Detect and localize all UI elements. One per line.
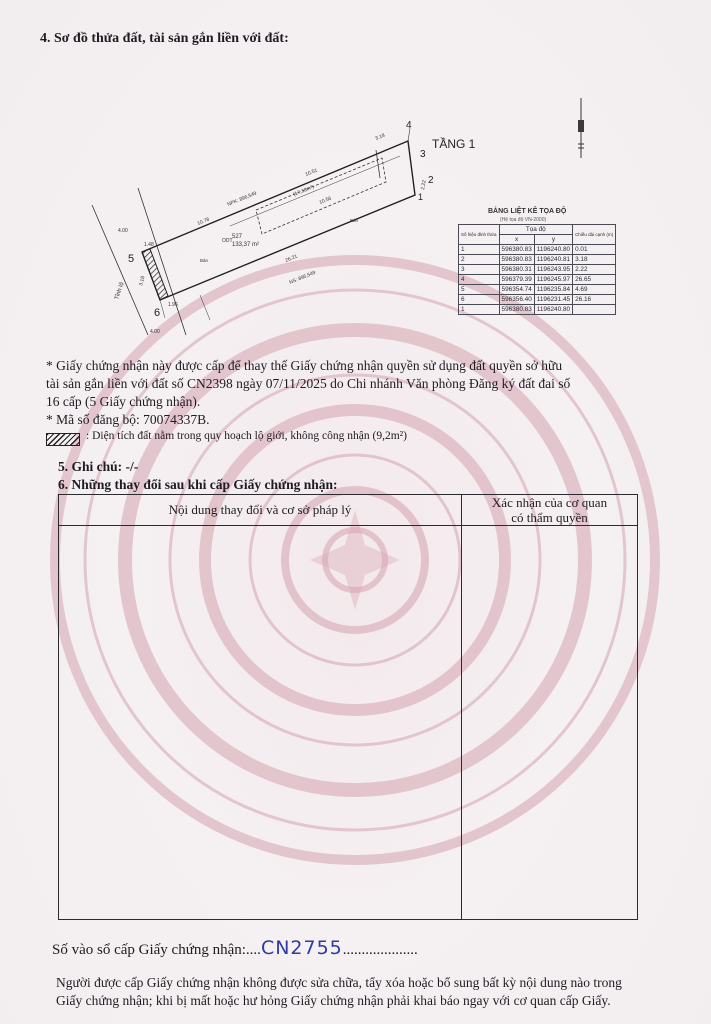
coord-cell: 1196243.95 <box>534 265 572 275</box>
coord-cell: 6 <box>459 295 500 305</box>
vertex-label: 5 <box>128 253 135 265</box>
changes-confirmation-cell <box>462 526 638 920</box>
coord-cell: 26.16 <box>573 295 616 305</box>
registry-number-line <box>52 937 418 959</box>
footer-line1: Người được cấp Giấy chứng nhận không được sửa chữa, tẩy xóa hoặc bổ sung bất kỳ nội dung nào trong <box>56 975 622 990</box>
coord-cell: 1196245.97 <box>534 275 572 285</box>
coord-header: x <box>499 235 534 245</box>
coord-cell: 596380.83 <box>499 305 534 315</box>
svg-text:133,37 m²: 133,37 m² <box>232 242 260 248</box>
svg-text:3.18: 3.18 <box>138 275 147 287</box>
svg-text:NPK: 896,549: NPK: 896,549 <box>226 190 258 208</box>
changes-col-confirmation-line1: Xác nhận của cơ quan <box>491 495 608 510</box>
coord-cell: 1196235.84 <box>534 285 572 295</box>
coord-row <box>459 275 616 285</box>
svg-text:4.00: 4.00 <box>118 228 128 234</box>
vertex-label: 4 <box>406 120 412 131</box>
coord-row <box>459 285 616 295</box>
replacement-note-line1: * Giấy chứng nhận này được cấp để thay thế Giấy chứng nhận quyền sử dụng đất quyền sở hữu <box>46 358 563 373</box>
changes-col-content: Nội dung thay đổi và cơ sở pháp lý <box>59 495 462 526</box>
svg-text:10.51: 10.51 <box>304 167 319 178</box>
coord-cell: 3 <box>459 265 500 275</box>
coord-cell <box>573 305 616 315</box>
svg-text:Bán: Bán <box>200 258 209 263</box>
setback-hatched-area <box>142 249 168 300</box>
coord-cell: 1 <box>459 245 500 255</box>
svg-text:3.18: 3.18 <box>374 132 386 142</box>
registry-label: Số vào sổ cấp Giấy chứng nhận:.... <box>52 942 261 958</box>
section-4-title: 4. Sơ đồ thửa đất, tài sản gắn liền với đất: <box>40 31 289 46</box>
coord-cell: 26.65 <box>573 275 616 285</box>
coord-cell: 2 <box>459 255 500 265</box>
vertex-label: 2 <box>428 175 434 186</box>
registry-code-note: * Mã số đăng bộ: 70074337B. <box>46 412 210 427</box>
coord-cell: 596354.74 <box>499 285 534 295</box>
floor-label: TẦNG 1 <box>432 137 476 151</box>
svg-text:Tỉnh lộ: Tỉnh lộ <box>114 281 126 301</box>
coord-cell: 4 <box>459 275 500 285</box>
coord-cell: 1196240.80 <box>534 245 572 255</box>
coord-row <box>459 295 616 305</box>
section-6-title: 6. Những thay đổi sau khi cấp Giấy chứng nhận: <box>58 477 338 492</box>
registry-dots: .................... <box>342 942 418 958</box>
coord-cell: 1196240.80 <box>534 305 572 315</box>
svg-text:ODT: ODT <box>222 238 233 244</box>
coord-cell: 2.22 <box>573 265 616 275</box>
registry-number: CN2755 <box>260 937 343 959</box>
svg-text:1.96: 1.96 <box>168 302 178 308</box>
svg-text:527: 527 <box>232 234 243 240</box>
coord-cell: 3.18 <box>573 255 616 265</box>
changes-col-confirmation-line2: có thẩm quyền <box>511 510 588 525</box>
coord-header: Tọa độ <box>499 225 573 235</box>
svg-text:26.21: 26.21 <box>284 253 299 264</box>
coord-table <box>458 224 616 315</box>
coord-header: y <box>534 235 572 245</box>
svg-text:10.56: 10.56 <box>318 195 333 206</box>
road-line <box>92 205 148 335</box>
vertex-label: 6 <box>154 307 161 319</box>
svg-text:4.00: 4.00 <box>150 329 160 335</box>
coord-cell: 1 <box>459 305 500 315</box>
coord-cell: 0.01 <box>573 245 616 255</box>
coord-cell: 596356.40 <box>499 295 534 305</box>
coord-cell: 596380.83 <box>499 245 534 255</box>
replacement-note-line3: 16 cấp (5 Giấy chứng nhận). <box>46 394 201 409</box>
coord-cell: 5 <box>459 285 500 295</box>
svg-text:1.48: 1.48 <box>144 242 154 248</box>
vertex-label: 1 <box>418 192 424 202</box>
coord-row <box>459 305 616 315</box>
section-5-title: 5. Ghi chú: -/- <box>58 459 139 474</box>
footer-warning <box>56 974 696 1010</box>
svg-text:10.78: 10.78 <box>196 216 211 227</box>
coord-header: Chiều dài cạnh (m) <box>573 225 616 245</box>
vertex-label: 3 <box>420 149 426 160</box>
coord-cell: 596380.83 <box>499 255 534 265</box>
changes-content-cell <box>59 526 462 920</box>
coord-table-title: BẢNG LIỆT KÊ TỌA ĐỘ <box>488 208 567 215</box>
coord-row <box>459 255 616 265</box>
north-arrow-icon <box>572 96 592 160</box>
coord-cell: 1196231.45 <box>534 295 572 305</box>
svg-text:2.22: 2.22 <box>420 179 428 191</box>
coord-row <box>459 245 616 255</box>
changes-table <box>58 494 638 920</box>
footer-line2: Giấy chứng nhận; khi bị mất hoặc hư hỏng Giấy chứng nhận phải khai báo ngay với cơ quan cấp Giấy. <box>56 993 611 1008</box>
coord-cell: 1196240.81 <box>534 255 572 265</box>
coord-table-subtitle: (Hệ tọa độ VN-2000) <box>500 217 547 223</box>
coord-header: Số hiệu đỉnh thửa <box>459 225 500 245</box>
svg-text:NS: 896,549: NS: 896,549 <box>288 269 317 286</box>
replacement-note-line2: tài sản gắn liền với đất số CN2398 ngày 07/11/2025 do Chi nhánh Văn phòng Đăng ký đất đai số <box>46 376 571 391</box>
coord-cell: 596380.31 <box>499 265 534 275</box>
svg-text:(17,13m²): (17,13m²) <box>292 184 315 198</box>
parcel-outline <box>142 141 415 300</box>
coord-cell: 596379.39 <box>499 275 534 285</box>
hatch-legend-text: : Diện tích đất nằm trong quy hoạch lộ giới, không công nhận (9,2m²) <box>86 430 407 442</box>
changes-col-confirmation <box>462 495 638 526</box>
coord-cell: 4.69 <box>573 285 616 295</box>
hatch-legend-swatch <box>46 433 80 446</box>
svg-text:Bán: Bán <box>350 218 359 223</box>
coord-row <box>459 265 616 275</box>
